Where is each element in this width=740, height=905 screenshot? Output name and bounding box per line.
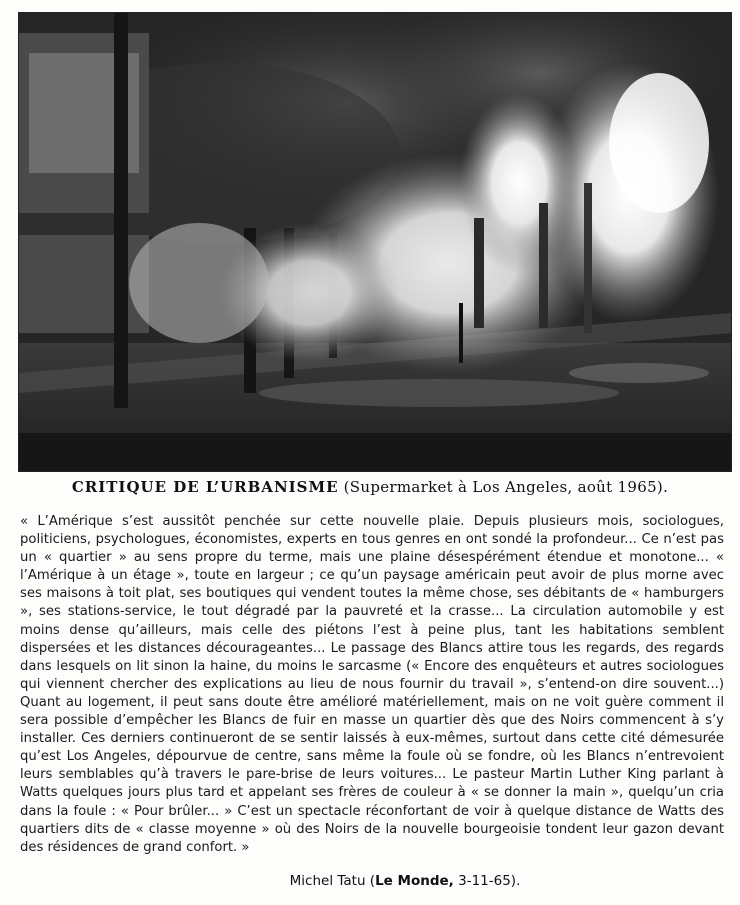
citation-date: 3-11-65). (458, 873, 521, 889)
fire-photograph (18, 12, 732, 472)
newspaper-name: Le Monde, (375, 873, 454, 889)
photo-caption (0, 478, 740, 496)
citation-open-paren: ( (369, 873, 376, 889)
quoted-article-text: « L’Amérique s’est aussitôt penchée sur cette nouvelle plaie. Depuis plusieurs mois, sociologues, politiciens, psychologues, économistes, experts en tous genres en ont sondé la profondeur... Ce n’est pas un « quartier » au sens propre du terme, mais une plaine désespérément étendue et monotone... « l’Amérique à un étage », toute en largeur ; ce qu’un paysage américain peut avoir de plus morne avec ses maisons à toit plat, ses boutiques qui vendent toutes la même chose, ses débitants de « hamburgers », ses stations-service, le tout dégradé par la pauvreté et la crasse... La circulation automobile y est moins dense qu’ailleurs, mais celle des piétons l’est à peine plus, tant les habitations semblent dispersées et les distances décourageantes... Le passage des Blancs attire tous les regards, des regards dans lesquels on lit sinon la haine, du moins le sarcasme (« Encore des enquêteurs et autres sociologues qui viennent chercher des explications au lieu de nous fournir du travail », s’entend-on dire souvent...) Quant au logement, il peut sans doute être amélioré matériellement, mais on ne voit guère comment il sera possible d’empêcher les Blancs de fuir en masse un quartier dès que des Noirs commencent à s’y installer. Ces derniers continueront de se sentir laissés à eux-mêmes, surtout dans cette cité démesurée qu’est Los Angeles, dépourvue de centre, sans même la foule où se fondre, où les Blancs n’entrevoient leurs semblables qu’à travers le pare-brise de leurs voitures... Le pasteur Martin Luther King parlant à Watts quelques jours plus tard et appelant ses frères de couleur à « se donner la main », quelqu’un cria dans la foule : « Pour brûler... » C’est un spectacle réconfortant de voir à quelque distance de Watts des quartiers dits de « classe moyenne » où des Noirs de la nouvelle bourgeoisie tondent leur gazon devant des résidences de grand confort. » (20, 514, 724, 855)
citation-signature (0, 873, 740, 889)
caption-subtitle: (Supermarket à Los Angeles, août 1965). (343, 478, 669, 496)
author-name: Michel Tatu (289, 873, 366, 889)
caption-title: CRITIQUE DE L’URBANISME (71, 478, 339, 496)
